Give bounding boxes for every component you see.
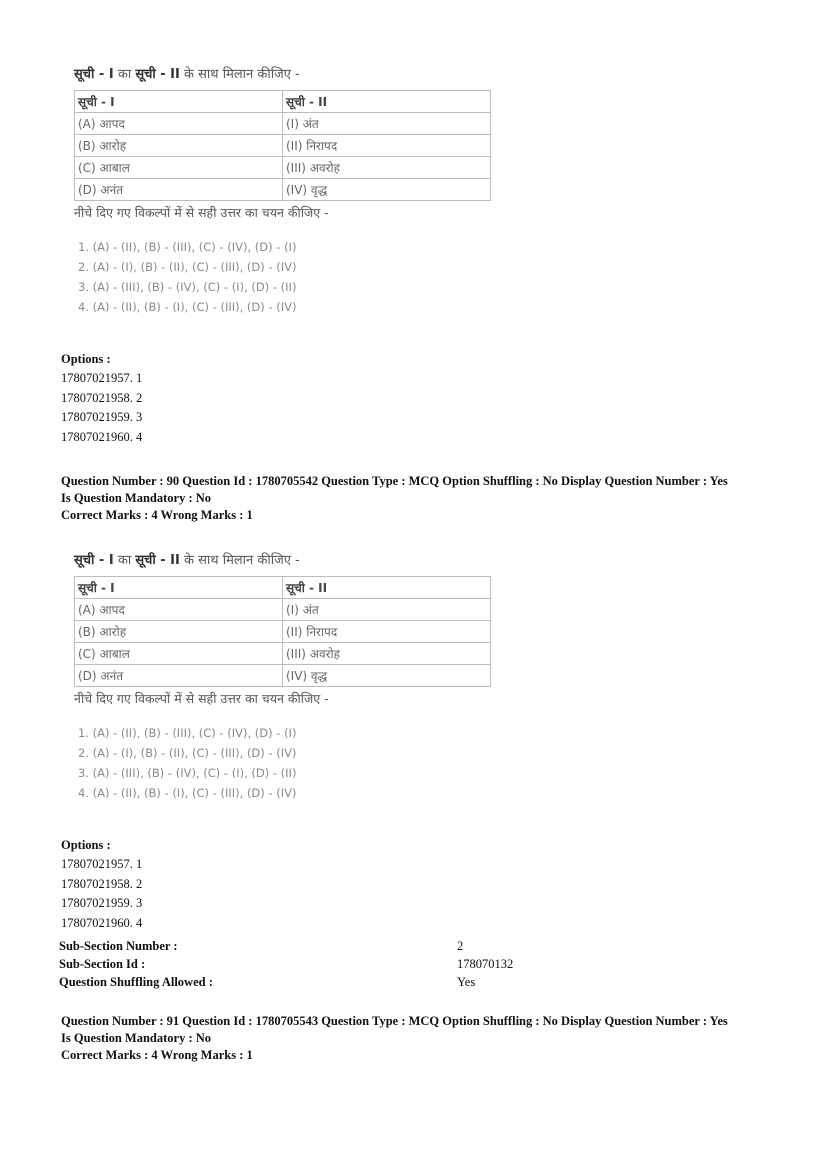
subsection-number-label: Sub-Section Number :	[59, 939, 178, 953]
intro-text: का	[113, 67, 136, 82]
subsection-info	[59, 937, 559, 991]
table-header-row	[75, 91, 491, 113]
option-item: 17807021959. 3	[61, 410, 143, 424]
table-cell: (B) आरोह	[75, 135, 283, 157]
table-cell: (II) निरापद	[283, 621, 491, 643]
question-mandatory-line: Is Question Mandatory : No	[61, 491, 212, 505]
question-meta-91	[61, 1013, 781, 1064]
answer-choices	[74, 723, 504, 803]
subsection-number-row	[59, 937, 559, 955]
list-item: 3. (A) - (III), (B) - (IV), (C) - (I), (D) - (II)	[78, 766, 297, 780]
table-row	[75, 113, 491, 135]
question-shuffling-row	[59, 973, 559, 991]
option-item: 17807021960. 4	[61, 915, 143, 930]
options-list-1	[61, 349, 142, 447]
table-cell: (IV) वृद्ध	[283, 665, 491, 687]
options-label: Options :	[61, 352, 111, 366]
option-item: 17807021960. 4	[61, 429, 143, 444]
table-header-row	[75, 577, 491, 599]
match-instruction	[74, 550, 504, 572]
table-cell: (D) अनंत	[75, 665, 283, 687]
question-shuffling-label: Question Shuffling Allowed :	[59, 975, 213, 989]
list-item: 4. (A) - (II), (B) - (I), (C) - (III), (D) - (IV)	[78, 300, 297, 314]
table-header: सूची - I	[75, 577, 283, 599]
question-block-2	[74, 550, 504, 803]
table-cell: (A) आपद	[75, 599, 283, 621]
subsection-id-row	[59, 955, 559, 973]
table-cell: (III) अवरोह	[283, 157, 491, 179]
table-cell: (C) आबाल	[75, 157, 283, 179]
table-header: सूची - II	[283, 577, 491, 599]
question-prompt: नीचे दिए गए विकल्पों में से सही उत्तर का चयन कीजिए -	[74, 205, 329, 220]
question-mandatory-line: Is Question Mandatory : No	[61, 1031, 212, 1045]
table-cell: (I) अंत	[283, 599, 491, 621]
question-prompt: नीचे दिए गए विकल्पों में से सही उत्तर का चयन कीजिए -	[74, 691, 329, 706]
table-cell: (I) अंत	[283, 113, 491, 135]
list-item: 1. (A) - (II), (B) - (III), (C) - (IV), (D) - (I)	[78, 240, 297, 254]
option-item: 17807021959. 3	[61, 896, 143, 910]
table-cell: (A) आपद	[75, 113, 283, 135]
question-marks-line: Correct Marks : 4 Wrong Marks : 1	[61, 508, 253, 522]
list-item: 1. (A) - (II), (B) - (III), (C) - (IV), (D) - (I)	[78, 726, 297, 740]
question-block-1	[74, 64, 504, 317]
table-row	[75, 643, 491, 665]
table-row	[75, 665, 491, 687]
question-marks-line: Correct Marks : 4 Wrong Marks : 1	[61, 1048, 253, 1062]
list2-ref: सूची - II	[135, 67, 180, 82]
subsection-id-label: Sub-Section Id :	[59, 957, 146, 971]
question-shuffling-value: Yes	[457, 975, 476, 989]
table-header: सूची - II	[283, 91, 491, 113]
question-info-line: Question Number : 91 Question Id : 1780705543 Question Type : MCQ Option Shuffling : No Display Question Number : Yes	[61, 1014, 728, 1028]
table-cell: (B) आरोह	[75, 621, 283, 643]
match-instruction	[74, 64, 504, 86]
list-item: 2. (A) - (I), (B) - (II), (C) - (III), (D) - (IV)	[78, 260, 297, 274]
answer-choices	[74, 237, 504, 317]
table-row	[75, 599, 491, 621]
table-row	[75, 157, 491, 179]
list-item: 3. (A) - (III), (B) - (IV), (C) - (I), (D) - (II)	[78, 280, 297, 294]
list-item: 4. (A) - (II), (B) - (I), (C) - (III), (D) - (IV)	[78, 786, 297, 800]
table-row	[75, 179, 491, 201]
table-cell: (C) आबाल	[75, 643, 283, 665]
option-item: 17807021958. 2	[61, 390, 143, 405]
intro-text: के साथ मिलान कीजिए -	[179, 67, 300, 82]
list-item: 2. (A) - (I), (B) - (II), (C) - (III), (D) - (IV)	[78, 746, 297, 760]
question-info-line: Question Number : 90 Question Id : 1780705542 Question Type : MCQ Option Shuffling : No Display Question Number : Yes	[61, 474, 728, 488]
subsection-number-value: 2	[457, 939, 464, 953]
subsection-id-value: 178070132	[457, 957, 514, 971]
intro-text: का	[113, 553, 136, 568]
match-table	[74, 90, 491, 201]
list1-ref: सूची - I	[74, 553, 114, 568]
table-header: सूची - I	[75, 91, 283, 113]
table-row	[75, 135, 491, 157]
options-list-2	[61, 835, 142, 933]
option-item: 17807021957. 1	[61, 371, 143, 385]
match-table	[74, 576, 491, 687]
table-cell: (IV) वृद्ध	[283, 179, 491, 201]
option-item: 17807021958. 2	[61, 876, 143, 891]
table-cell: (II) निरापद	[283, 135, 491, 157]
intro-text: के साथ मिलान कीजिए -	[179, 553, 300, 568]
list1-ref: सूची - I	[74, 67, 114, 82]
options-label: Options :	[61, 838, 111, 852]
table-row	[75, 621, 491, 643]
table-cell: (III) अवरोह	[283, 643, 491, 665]
question-meta-90	[61, 473, 781, 524]
list2-ref: सूची - II	[135, 553, 180, 568]
table-cell: (D) अनंत	[75, 179, 283, 201]
option-item: 17807021957. 1	[61, 857, 143, 871]
